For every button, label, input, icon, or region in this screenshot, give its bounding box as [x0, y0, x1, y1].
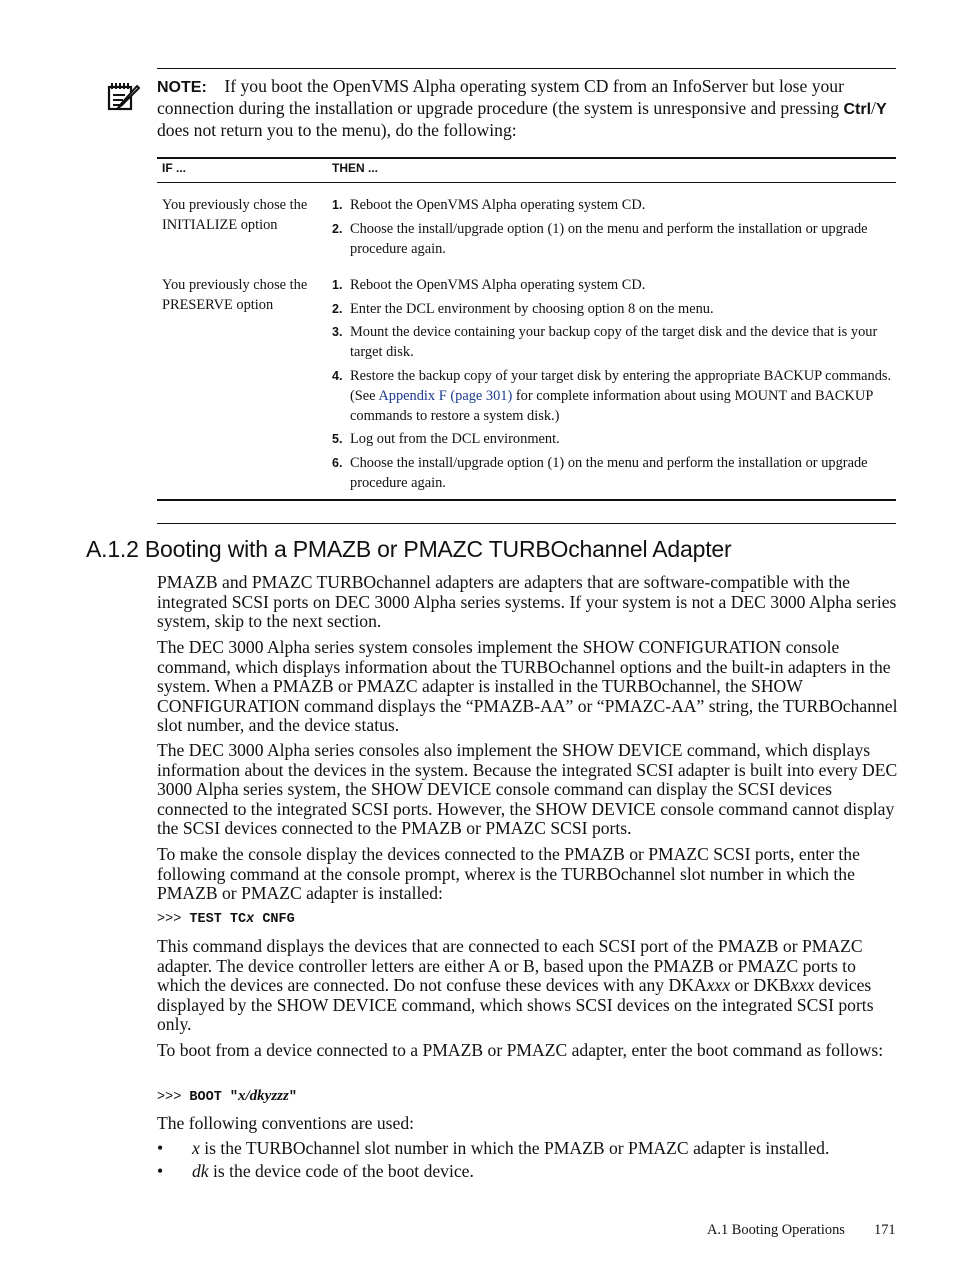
paragraph-1: PMAZB and PMAZC TURBOchannel adapters are adapters that are software-compatible with the integrated SCSI ports on DEC 3000 Alpha series systems. If your system is not a DEC 3000 Alpha series system, skip to the next section. — [157, 572, 897, 631]
table-row-2-steps — [332, 275, 898, 496]
note-label: NOTE: — [157, 79, 207, 96]
bullet-2-marker: • — [157, 1161, 164, 1181]
paragraph-7: The following conventions are used: — [157, 1113, 414, 1133]
note-paragraph: NOTE: If you boot the OpenVMS Alpha operating system CD from an InfoServer but lose your connection during the installation or upgrade procedure (the system is unresponsive and pressing Ctrl/Y does not return you to the menu), do the following: — [157, 76, 887, 140]
note-bottom-rule — [157, 523, 896, 524]
list-item: 1. Reboot the OpenVMS Alpha operating system CD. — [332, 197, 646, 213]
list-item: 6. Choose the install/upgrade option (1) on the menu and perform the installation or upgrade procedure again. — [332, 454, 868, 491]
list-item: 4. Restore the backup copy of your target disk by entering the appropriate BACKUP commands. (See Appendix F (page 301) for complete information about using MOUNT and BACKUP commands to restore a system disk.) — [332, 367, 892, 424]
section-heading: A.1.2 Booting with a PMAZB or PMAZC TURBOchannel Adapter — [86, 536, 732, 562]
y-key: Y — [875, 101, 887, 118]
table-header-if: IF ... — [162, 161, 186, 175]
bullet-2: dk is the device code of the boot device. — [192, 1161, 474, 1181]
list-item: 2. Enter the DCL environment by choosing option 8 on the menu. — [332, 300, 714, 317]
bullet-1: x is the TURBOchannel slot number in which the PMAZB or PMAZC adapter is installed. — [192, 1138, 830, 1158]
code-boot-command: >>> BOOT "x/dkyzzz" — [157, 1088, 297, 1105]
appendix-f-link[interactable]: Appendix F (page 301) — [378, 387, 513, 404]
list-item: 3. Mount the device containing your backup copy of the target disk and the device that is your target disk. — [332, 324, 878, 360]
table-row-1-steps — [332, 195, 898, 262]
note-top-rule — [157, 68, 896, 69]
page-number: 171 — [874, 1222, 896, 1238]
paragraph-3: The DEC 3000 Alpha series consoles also implement the SHOW DEVICE command, which displays information about the devices in the system. Because the integrated SCSI adapter is built into every DEC 3000 Alpha series system, the SHOW DEVICE console command can display the SCSI devices connected to the integrated SCSI ports. However, the SHOW DEVICE console command cannot display the SCSI devices connected to the PMAZB or PMAZC SCSI ports. — [157, 740, 898, 838]
paragraph-2: The DEC 3000 Alpha series system consoles implement the SHOW CONFIGURATION console command, which displays information about the TURBOchannel options and the built-in adapters in the system. When a PMAZB or PMAZC adapter is installed in the TURBOchannel, the SHOW CONFIGURATION command displays the “PMAZB-AA” or “PMAZC-AA” string, the TURBOchannel slot number, and the device status. — [157, 637, 898, 735]
paragraph-5: This command displays the devices that are connected to each SCSI port of the PMAZB or PMAZC adapter. The device controller letters are either A or B, based upon the PMAZB or PMAZC ports to which the devices are connected. Do not confuse these devices with any DKAxxx or DKBxxx devices displayed by the SHOW DEVICE command, which shows SCSI devices on the integrated SCSI ports only. — [157, 936, 874, 1034]
bullet-1-marker: • — [157, 1138, 164, 1158]
table-header-then: THEN ... — [332, 161, 379, 175]
ctrl-key: Ctrl — [843, 101, 872, 118]
paragraph-6: To boot from a device connected to a PMAZB or PMAZC adapter, enter the boot command as follows: — [157, 1040, 884, 1060]
list-item: 1. Reboot the OpenVMS Alpha operating system CD. — [332, 277, 646, 293]
table-row-2-condition: You previously chose the PRESERVE option — [162, 277, 308, 313]
table-header-rule — [157, 182, 896, 183]
paragraph-4: To make the console display the devices connected to the PMAZB or PMAZC SCSI ports, enter the following command at the console prompt, wherex is the TURBOchannel slot number in which the PMAZB or PMAZC adapter is installed: — [157, 844, 860, 903]
table-bottom-rule — [157, 499, 896, 501]
table-row-1-condition: You previously chose the INITIALIZE option — [162, 197, 308, 233]
footer-section: A.1 Booting Operations — [707, 1222, 845, 1238]
list-item: 5. Log out from the DCL environment. — [332, 431, 560, 447]
table-top-rule — [157, 157, 896, 159]
code-test-command: >>> TEST TCx CNFG — [157, 912, 295, 927]
note-icon — [107, 80, 141, 112]
list-item: 2. Choose the install/upgrade option (1) on the menu and perform the installation or upgrade procedure again. — [332, 220, 868, 257]
